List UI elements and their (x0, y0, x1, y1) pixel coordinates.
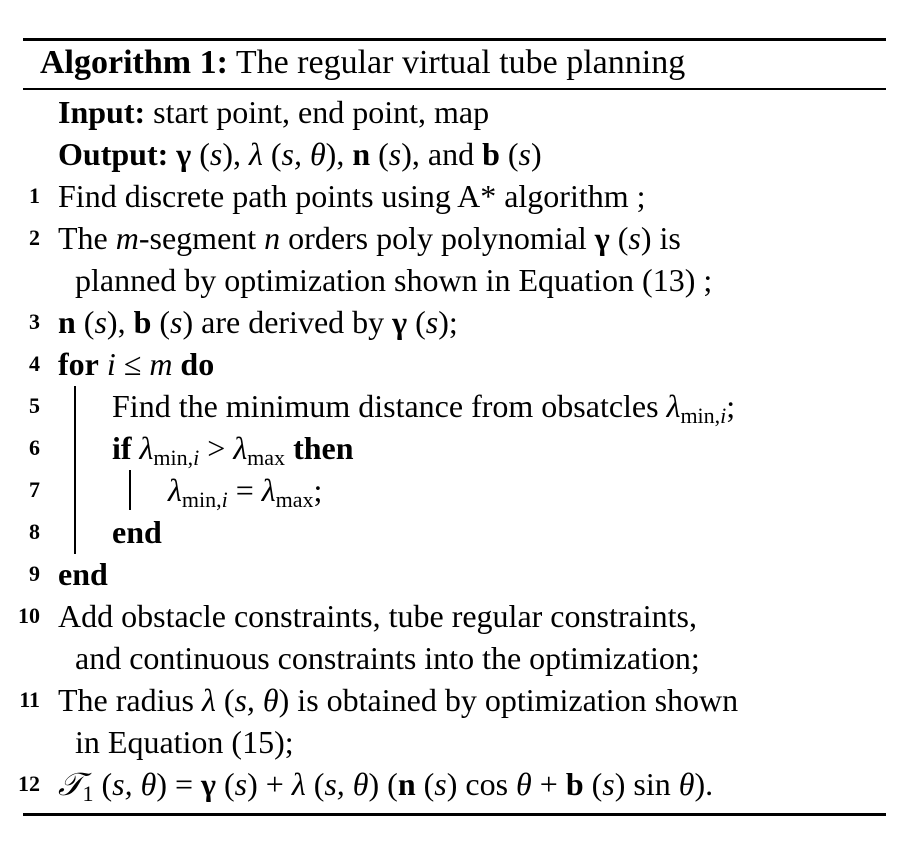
line-number: 12 (18, 771, 40, 796)
input-label: Input: (58, 94, 146, 130)
line-number: 3 (29, 309, 40, 334)
step-text: for i ≤ m do (58, 346, 215, 382)
step-text: The m-segment n orders poly polynomial γ (s) is (58, 220, 681, 256)
step-text: end (112, 514, 162, 550)
header-rule (23, 88, 886, 90)
output-value: γ (s), λ (s, θ), n (s), and b (s) (176, 136, 542, 172)
output-line (58, 134, 542, 174)
line-number: 8 (29, 519, 40, 544)
line-number: 2 (29, 225, 40, 250)
step-text: Add obstacle constraints, tube regular constraints, (58, 598, 697, 634)
algorithm-name: The regular virtual tube planning (235, 44, 686, 81)
line-number: 11 (19, 687, 40, 712)
step-text: Find discrete path points using A* algorithm ; (58, 178, 646, 214)
step-text: n (s), b (s) are derived by γ (s); (58, 304, 458, 340)
input-line (58, 92, 489, 132)
step-text: The radius λ (s, θ) is obtained by optimization shown (58, 682, 739, 718)
line-number: 5 (29, 393, 40, 418)
line-number: 9 (29, 561, 40, 586)
line-number: 4 (29, 351, 40, 376)
step-11-cont: in Equation (15); (75, 724, 294, 760)
if-block-bar (129, 470, 131, 510)
step-text: if $\lambda_{min,i} > \lambda_{max}$ then (112, 430, 354, 470)
line-number: 1 (29, 183, 40, 208)
step-2-cont: planned by optimization shown in Equation (13) ; (75, 262, 713, 298)
step-formula: 𝒯$_1$ (s, θ) = γ (s) + λ (s, θ) (n (s) cos θ + b (s) sin θ). (58, 765, 714, 806)
line-number: 6 (29, 435, 40, 460)
step-10-cont: and continuous constraints into the optimization; (75, 640, 700, 676)
output-label: Output: (58, 136, 169, 172)
algorithm-label: Algorithm 1: (40, 44, 228, 81)
step-text: $\lambda_{min,i} = \lambda_{max}$; (168, 472, 323, 512)
line-number: 10 (18, 603, 40, 628)
line-number: 7 (29, 477, 40, 502)
step-text: Find the minimum distance from obsatcles $\lambda_{min,i}$; (112, 388, 736, 428)
step-text: end (58, 556, 108, 592)
input-value: start point, end point, map (153, 94, 490, 130)
algorithm-title (40, 42, 685, 84)
for-block-bar (74, 386, 76, 554)
top-rule (23, 38, 886, 41)
